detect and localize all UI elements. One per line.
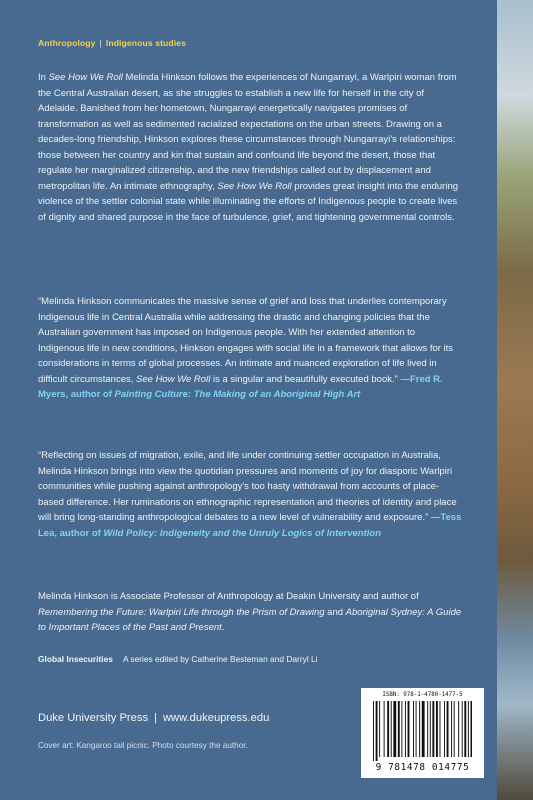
blurb-1-segment: “Melinda Hinkson communicates the massive sense of grief and loss that underlies contemporary Indigenous life in Central Australia while addressing the drastic and changing policies that the Australian government has imposed on Indigenous people. With her extended attention to Indigenous life in new conditions, Hinkson engages with social life in a framework that allows for its considerations in terms of global processes. An intimate and nuanced exploration of life lived in difficult circumstances, — [38, 296, 454, 385]
barcode-bar — [401, 701, 402, 757]
author-bio-segment: . — [221, 622, 225, 633]
blurb-2-segment: —Tess Lea, author of — [38, 512, 462, 539]
author-bio-segment: and — [324, 606, 346, 618]
barcode-bar — [398, 701, 400, 757]
publisher-name: Duke University Press — [38, 712, 149, 724]
barcode-bar — [440, 701, 441, 757]
author-bio-segment: Melinda Hinkson is Associate Professor of Anthropology at Deakin University and author of — [38, 591, 419, 602]
barcode-bar — [464, 701, 466, 757]
barcode-bar — [419, 701, 420, 757]
barcode-bar — [447, 701, 449, 757]
barcode-bar — [416, 701, 417, 757]
barcode-bar — [393, 701, 396, 757]
barcode-bar — [376, 701, 378, 761]
barcode-bar — [462, 701, 463, 757]
author-bio-segment: Aboriginal Sydney: A Guide to Important Places of the Past and Present — [38, 606, 462, 633]
barcode-bar — [379, 701, 380, 757]
barcode-bars — [373, 701, 472, 761]
isbn-label: ISBN: 978-1-4780-1477-5 — [382, 692, 463, 698]
barcode-bar — [408, 701, 410, 757]
blurb-1-segment: See How We Roll — [136, 373, 211, 385]
book-description — [38, 70, 462, 225]
blurb-2-segment: “Reflecting on issues of migration, exile, and life under continuing settler occupation in Australia, Melinda Hinkson brings into view the quotidian pressures and moments of joy for diasporic Warlpiri communities while pushing against anthropology's too hasty withdrawal from accounts of place-based difference. Her ruminations on ethnographic representation and theories of identity and place will bring long-standing anthropological debates to a new level of vulnerability and exposure.” — [38, 450, 457, 523]
barcode-bar — [391, 701, 392, 757]
barcode-bar — [458, 701, 459, 757]
subject-categories — [38, 38, 186, 48]
description-segment: In — [38, 72, 49, 83]
description-segment: See How We Roll — [48, 72, 123, 83]
barcode-bar — [430, 701, 431, 757]
barcode-bar — [387, 701, 389, 757]
publisher-separator: | — [154, 712, 157, 724]
blurb-tess-lea — [38, 448, 462, 541]
barcode-bar — [427, 701, 428, 757]
barcode-bar — [471, 701, 473, 757]
blurb-1-segment: —Fred R. Myers, author of — [38, 373, 443, 400]
series-editors: A series edited by Catherine Besteman and Darryl Li — [122, 654, 318, 664]
cover-photo-strip — [497, 0, 533, 800]
barcode-bar — [413, 701, 414, 757]
barcode-bar — [436, 701, 438, 757]
barcode-digits: 9 781478 014775 — [375, 762, 470, 773]
cover-credit: Cover art: Kangaroo tail picnic. Photo courtesy the author. — [38, 741, 248, 750]
category-separator: | — [99, 38, 102, 48]
author-bio — [38, 589, 462, 636]
blurb-2-segment: Wild Policy: Indigeneity and the Unruly Logics of Intervention — [103, 527, 381, 539]
barcode-bar — [405, 701, 406, 757]
barcode-bar — [468, 701, 469, 757]
barcode-bar — [384, 701, 385, 757]
category-indigenous-studies: Indigenous studies — [105, 38, 186, 48]
description-segment: provides great insight into the enduring violence of the settler colonial state while illuminating the efforts of Indigenous people to create lives of dignity and shared purpose in the face of turbulence, grief, and tightening governmental controls. — [38, 180, 459, 223]
barcode-bar — [422, 701, 425, 757]
series-name: Global Insecurities — [38, 654, 113, 664]
publisher-url[interactable]: www.dukeupress.edu — [162, 712, 270, 724]
blurb-1-segment: Painting Culture: The Making of an Aboriginal High Art — [114, 389, 361, 400]
isbn-barcode — [361, 688, 484, 778]
category-anthropology: Anthropology — [38, 38, 96, 48]
series-line — [38, 654, 318, 664]
barcode-bar — [432, 701, 434, 757]
barcode-bar — [454, 701, 455, 757]
description-segment: Melinda Hinkson follows the experiences of Nungarrayi, a Warlpiri woman from the Central Australian desert, as she struggles to establish a new life for herself in the city of Adelaide. Banished from her hometown, Nungarrayi energetically navigates promises of transformation as well as sedimented racialized expectations on the urban streets. Drawing on a decades-long friendship, Hinkson explores these circumstances through Nungarrayi's relationships: those between her country and kin that sustain and confound life beyond the desert, those that regulate her marginalized citizenship, and the new friendships called out by displacement and metropolitan life. An intimate ethnography, — [38, 72, 457, 192]
publisher-line — [38, 712, 269, 724]
barcode-bar — [373, 701, 374, 761]
description-segment: See How We Roll — [217, 180, 292, 192]
barcode-bar — [444, 701, 445, 757]
blurb-1-segment: is a singular and beautifully executed book.” — [210, 373, 401, 385]
barcode-bar — [451, 701, 452, 757]
blurb-fred-myers — [38, 294, 462, 403]
author-bio-segment: Remembering the Future: Warlpiri Life through the Prism of Drawing — [38, 606, 325, 618]
